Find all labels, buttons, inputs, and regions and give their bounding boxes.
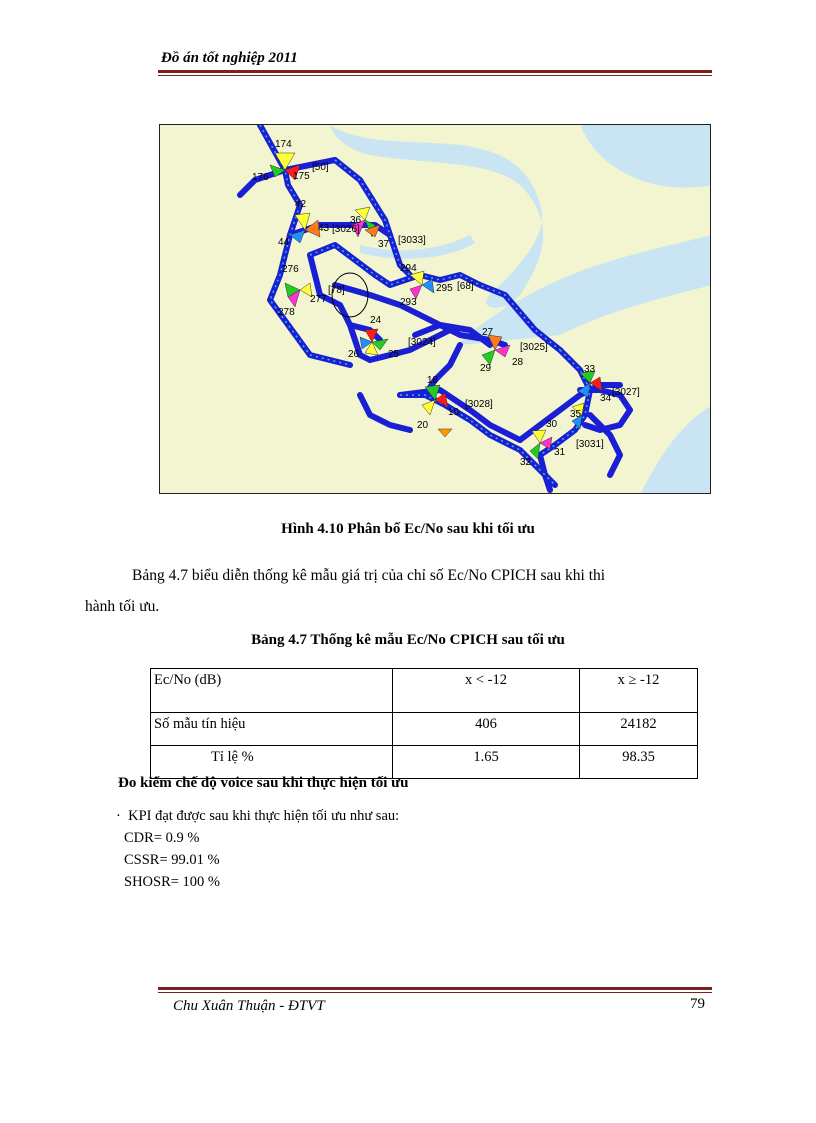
site-label: 26 [348, 349, 360, 360]
site-label: 18 [427, 375, 439, 386]
site-label: 37 [378, 239, 390, 250]
site-label: 30 [546, 419, 558, 430]
table-header-cell: Ec/No (dB) [151, 669, 393, 713]
paragraph-line-2: hành tối ưu. [85, 598, 160, 615]
table-cell: Tỉ lệ % [151, 746, 393, 779]
site-label: [68] [457, 281, 474, 292]
document-header-title: Đồ án tốt nghiệp 2011 [161, 50, 298, 66]
site-label: 34 [600, 393, 612, 404]
site-label: 43 [318, 223, 330, 234]
body-paragraph [85, 560, 712, 622]
site-label: [3027] [612, 387, 640, 398]
footer-author: Chu Xuân Thuận - ĐTVT [173, 998, 325, 1014]
table-cell: 98.35 [580, 746, 698, 779]
site-label: 175 [293, 171, 310, 182]
site-label: 25 [388, 349, 400, 360]
site-label: 277 [310, 294, 327, 305]
figure-caption: Hình 4.10 Phân bố Ec/No sau khi tối ưu [281, 521, 535, 537]
site-label: 44 [278, 237, 290, 248]
site-label: 176 [252, 172, 269, 183]
ecno-stats-table [150, 668, 698, 779]
site-label: 295 [436, 283, 453, 294]
site-label: 28 [512, 357, 524, 368]
footer-rule-thick [158, 987, 712, 990]
kpi-intro-text: KPI đạt được sau khi thực hiện tối ưu như sau: [128, 808, 400, 824]
table-row [151, 746, 698, 779]
paragraph-line-1: Bảng 4.7 biểu diễn thống kê mẫu giá trị của chỉ số Ec/No CPICH sau khi thi [132, 567, 606, 584]
bullet-marker: · [116, 808, 121, 824]
site-label: [3033] [398, 235, 426, 246]
table-header-cell: x < -12 [393, 669, 580, 713]
site-label: 293 [400, 297, 417, 308]
site-label: 294 [400, 263, 417, 274]
kpi-item: CDR= 0.9 % [124, 830, 200, 846]
site-label: 19 [448, 407, 460, 418]
site-label: [50] [312, 162, 329, 173]
site-label: 31 [554, 447, 566, 458]
kpi-list [116, 805, 399, 893]
section-heading: Đo kiểm chế độ voice sau khi thực hiện tối ưu [118, 775, 409, 791]
site-label: 276 [282, 264, 299, 275]
table-cell: 1.65 [393, 746, 580, 779]
site-label: [3025] [520, 342, 548, 353]
table-header-cell: x ≥ -12 [580, 669, 698, 713]
map-land [160, 125, 711, 494]
table-header-row [151, 669, 698, 713]
table-cell: 24182 [580, 713, 698, 746]
site-label: 174 [275, 139, 292, 150]
page-number: 79 [690, 996, 705, 1012]
kpi-intro [116, 805, 399, 827]
site-label: 20 [417, 420, 429, 431]
site-label: 36 [350, 215, 362, 226]
footer-rule-thin [158, 992, 712, 993]
kpi-item: CSSR= 99.01 % [124, 852, 220, 868]
site-label: 29 [480, 363, 492, 374]
site-label: [3031] [576, 439, 604, 450]
site-label: [78] [328, 285, 345, 296]
site-label: 35 [570, 409, 582, 420]
kpi-item: SHOSR= 100 % [124, 874, 220, 890]
table-row [151, 713, 698, 746]
site-label: 278 [278, 307, 295, 318]
table-cell: Số mẫu tín hiệu [151, 713, 393, 746]
ecno-coverage-map [159, 124, 711, 494]
site-label: [3026] [332, 224, 360, 235]
site-label: 32 [520, 457, 532, 468]
site-label: [3024] [408, 337, 436, 348]
table-caption: Bảng 4.7 Thống kê mẫu Ec/No CPICH sau tối ưu [251, 632, 565, 648]
table-cell: 406 [393, 713, 580, 746]
site-label: 24 [370, 315, 382, 326]
site-label: 33 [584, 364, 596, 375]
site-label: [3028] [465, 399, 493, 410]
header-rule-thick [158, 70, 712, 73]
site-label: 42 [295, 199, 307, 210]
header-rule-thin [158, 75, 712, 76]
site-label: 27 [482, 327, 494, 338]
